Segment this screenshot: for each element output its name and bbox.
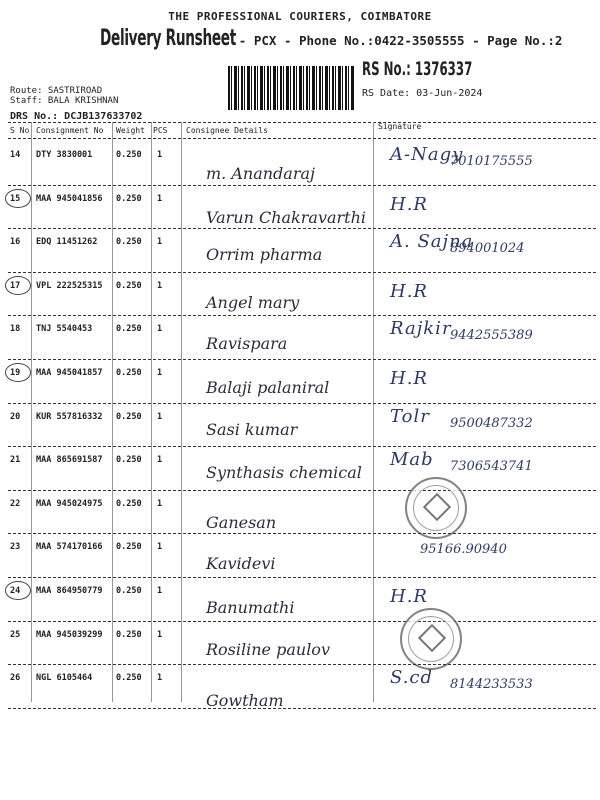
pcs-cell: 1 — [157, 498, 163, 509]
signature-handwriting: S.cd — [390, 667, 434, 689]
consignee-handwriting: Kavidevi — [206, 554, 276, 574]
signature-handwriting: Rajkir — [390, 318, 452, 340]
sno-cell: 17 — [10, 280, 21, 291]
sno-cell: 16 — [10, 237, 21, 248]
consignee-handwriting: Balaji palaniral — [206, 378, 330, 397]
sno-cell: 20 — [10, 411, 21, 422]
pcs-cell: 1 — [157, 455, 163, 466]
sno-cell: 26 — [10, 673, 21, 684]
consignee-handwriting: Synthasis chemical — [206, 463, 362, 483]
rs-number: RS No.: 1376337 — [362, 58, 473, 80]
pcs-cell: 1 — [157, 629, 163, 640]
pcs-cell: 1 — [157, 324, 163, 335]
phone-handwriting: 8144233533 — [450, 677, 533, 693]
consignee-handwriting: Gowtham — [206, 691, 284, 711]
consignment-no-cell: TNJ 5540453 — [36, 324, 93, 335]
pcs-cell: 1 — [157, 368, 163, 378]
company-seal-stamp — [400, 608, 462, 670]
weight-cell: 0.250 — [116, 280, 142, 291]
consignment-no-cell: MAA 945024975 — [36, 498, 103, 509]
weight-cell: 0.250 — [116, 150, 142, 160]
pcs-cell: 1 — [157, 193, 163, 204]
phone-handwriting: 894001024 — [450, 241, 525, 257]
phone-handwriting: 9500487332 — [450, 415, 533, 431]
pcs-cell: 1 — [157, 542, 163, 553]
table-row — [0, 665, 600, 730]
weight-cell: 0.250 — [116, 629, 142, 640]
sno-cell: 24 — [10, 586, 21, 596]
signature-handwriting: A-Nagy — [390, 144, 464, 165]
signature-handwriting: Mab — [390, 449, 434, 471]
weight-cell: 0.250 — [116, 193, 142, 204]
sno-cell: 19 — [10, 368, 21, 378]
consignment-no-cell: MAA 945041857 — [36, 368, 103, 378]
sno-cell: 25 — [10, 629, 21, 640]
runsheet-title-main: Delivery Runsheet — [100, 26, 236, 51]
phone-handwriting: 9442555389 — [450, 328, 533, 344]
consignee-handwriting: m. Anandaraj — [206, 164, 315, 183]
col-header-signature: Signature — [378, 122, 422, 131]
consignment-no-cell: MAA 945041856 — [36, 193, 103, 204]
runsheet-title — [100, 26, 562, 51]
pcs-cell: 1 — [157, 280, 163, 291]
signature-handwriting: H.R — [390, 586, 428, 607]
sno-cell: 18 — [10, 324, 21, 335]
pcs-cell: 1 — [157, 586, 163, 596]
rs-date: RS Date: 03-Jun-2024 — [362, 88, 483, 99]
col-header-consignment: Consignment No — [36, 126, 104, 135]
consignment-no-cell: MAA 574170166 — [36, 542, 103, 553]
weight-cell: 0.250 — [116, 324, 142, 335]
row-divider — [8, 708, 596, 709]
phone-handwriting: 7306543741 — [450, 459, 533, 475]
col-header-consignee: Consignee Details — [186, 126, 268, 135]
pcs-cell: 1 — [157, 673, 163, 684]
sno-cell: 23 — [10, 542, 21, 553]
weight-cell: 0.250 — [116, 542, 142, 553]
table-top-rule — [8, 122, 596, 123]
weight-cell: 0.250 — [116, 586, 142, 596]
consignee-handwriting: Angel mary — [206, 292, 300, 312]
signature-handwriting: H.R — [390, 193, 428, 215]
consignment-no-cell: KUR 557816332 — [36, 411, 103, 422]
sno-cell: 22 — [10, 498, 21, 509]
weight-cell: 0.250 — [116, 673, 142, 684]
runsheet-title-details: - PCX - Phone No.:0422-3505555 - Page No.:2 — [231, 33, 563, 48]
signature-handwriting: Tolr — [390, 405, 430, 427]
header-rule — [8, 138, 596, 139]
consignee-handwriting: Sasi kumar — [206, 419, 298, 439]
pcs-cell: 1 — [157, 411, 163, 422]
company-name: THE PROFESSIONAL COURIERS, COIMBATORE — [168, 10, 432, 23]
consignee-handwriting: Rosiline paulov — [206, 639, 330, 659]
barcode — [228, 66, 354, 110]
consignee-handwriting: Ganesan — [206, 512, 277, 532]
signature-handwriting: H.R — [390, 368, 428, 389]
consignment-no-cell: MAA 945039299 — [36, 629, 103, 640]
sno-cell: 21 — [10, 455, 21, 466]
route-text: Route: SASTRIROAD — [10, 86, 103, 96]
consignee-handwriting: Varun Chakravarthi — [206, 207, 367, 227]
weight-cell: 0.250 — [116, 237, 142, 248]
staff-text: Staff: BALA KRISHNAN — [10, 96, 119, 106]
weight-cell: 0.250 — [116, 368, 142, 378]
consignment-no-cell: EDQ 11451262 — [36, 237, 98, 248]
pcs-cell: 1 — [157, 237, 163, 248]
col-header-sno: S No — [10, 126, 30, 135]
consignment-no-cell: MAA 865691587 — [36, 455, 103, 466]
consignment-no-cell: NGL 6105464 — [36, 673, 93, 684]
pcs-cell: 1 — [157, 150, 163, 160]
col-header-pcs: PCS — [153, 126, 168, 135]
col-header-weight: Weight — [116, 126, 145, 135]
signature-handwriting: H.R — [390, 280, 428, 302]
consignment-no-cell: DTY 3830001 — [36, 150, 93, 160]
consignee-handwriting: Banumathi — [206, 598, 295, 617]
route-staff-block — [10, 86, 118, 106]
weight-cell: 0.250 — [116, 498, 142, 509]
weight-cell: 0.250 — [116, 411, 142, 422]
consignment-no-cell: MAA 864950779 — [36, 586, 103, 596]
consignee-handwriting: Orrim pharma — [206, 245, 323, 265]
sno-cell: 15 — [10, 193, 21, 204]
signature-handwriting: A. Sajna — [390, 231, 474, 253]
phone-handwriting: 95166.90940 — [420, 542, 507, 558]
weight-cell: 0.250 — [116, 455, 142, 466]
consignee-handwriting: Ravispara — [206, 334, 288, 354]
company-seal-stamp — [405, 477, 467, 539]
sno-cell: 14 — [10, 150, 21, 160]
drs-number: DRS No.: DCJB137633702 — [10, 111, 143, 122]
phone-handwriting: 7010175555 — [450, 154, 533, 169]
consignment-no-cell: VPL 222525315 — [36, 280, 103, 291]
